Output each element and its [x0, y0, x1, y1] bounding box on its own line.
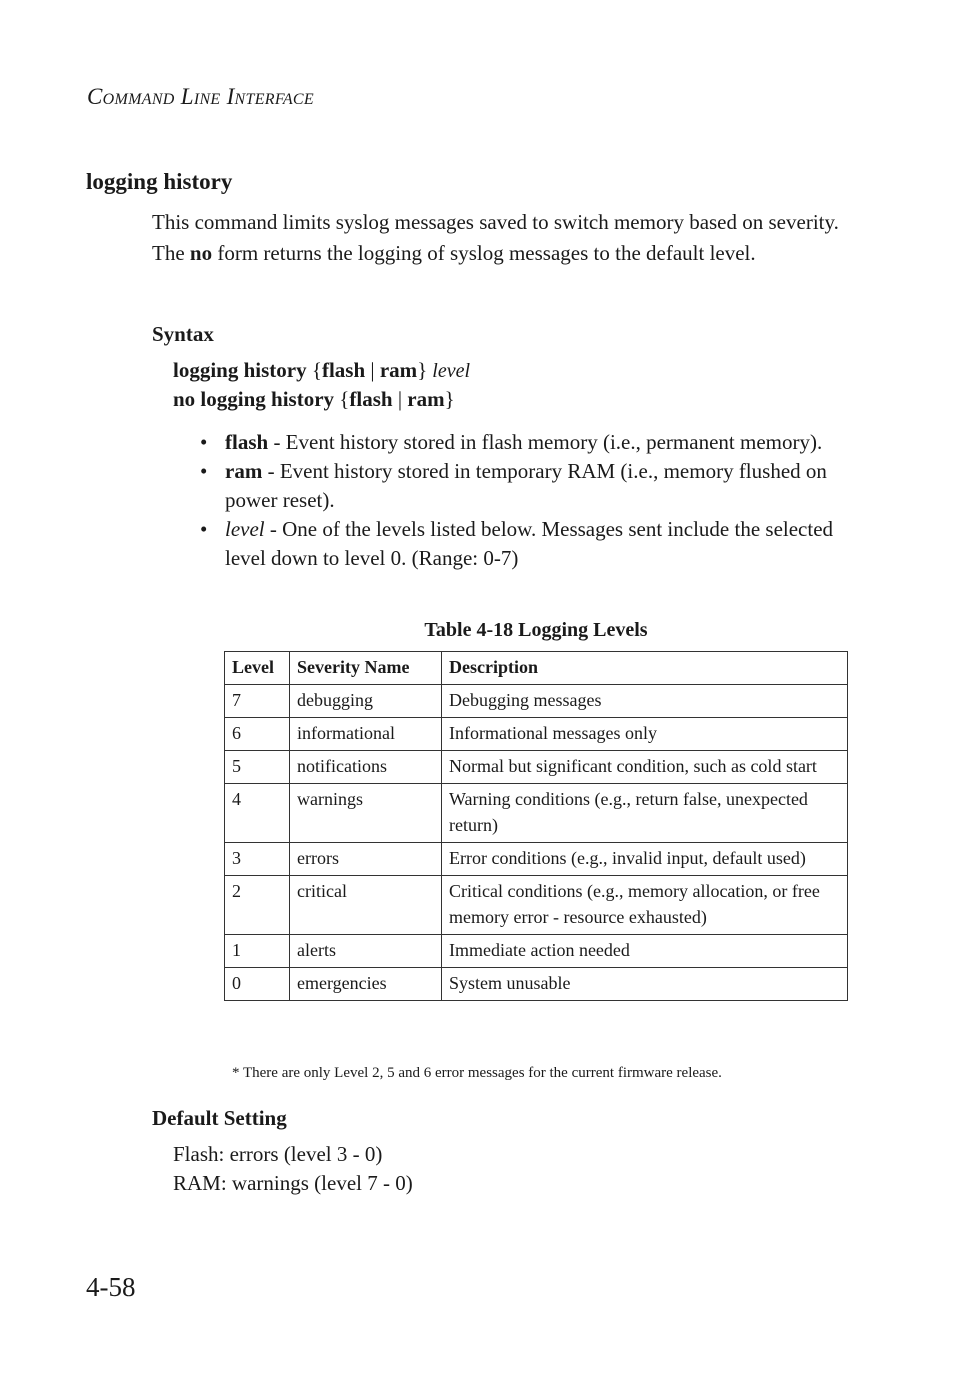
cell-level: 4	[225, 784, 290, 843]
syntax-heading: Syntax	[152, 322, 214, 346]
logging-levels-table	[224, 651, 848, 1001]
running-header-nterface: NTERFACE	[234, 91, 314, 108]
cell-level: 2	[225, 876, 290, 935]
cell-level: 5	[225, 751, 290, 784]
table-row	[225, 843, 848, 876]
cell-severity-name: alerts	[290, 935, 442, 968]
cell-description: Critical conditions (e.g., memory allocation, or free memory error - resource exhausted)	[442, 876, 848, 935]
cell-level: 7	[225, 685, 290, 718]
cell-severity-name: warnings	[290, 784, 442, 843]
syntax-option-ram: ram	[379, 358, 418, 382]
running-header-ine: INE	[193, 91, 221, 108]
bullet-icon: •	[200, 430, 208, 454]
bullet-icon: •	[200, 459, 208, 483]
cell-description: Debugging messages	[442, 685, 848, 718]
intro-keyword-no: no	[189, 241, 213, 265]
table-footnote: * There are only Level 2, 5 and 6 error messages for the current firmware release.	[232, 1065, 722, 1081]
running-header-i: I	[220, 84, 235, 109]
syntax-option-flash: flash	[349, 387, 393, 411]
param-term: ram	[225, 459, 263, 483]
bullet-icon: •	[200, 517, 208, 541]
running-header	[87, 84, 314, 110]
param-term: level	[225, 517, 265, 541]
cell-description: Informational messages only	[442, 718, 848, 751]
table-row	[225, 751, 848, 784]
command-title: logging history	[86, 169, 233, 194]
param-item-level	[196, 515, 836, 573]
cell-severity-name: debugging	[290, 685, 442, 718]
running-header-ommand: OMMAND	[102, 91, 175, 108]
syntax-command: logging history	[173, 358, 307, 382]
cell-severity-name: critical	[290, 876, 442, 935]
table-row	[225, 718, 848, 751]
cell-level: 0	[225, 968, 290, 1001]
syntax-brace-close: }	[417, 358, 428, 382]
param-description: - Event history stored in temporary RAM (i.e., memory flushed on power reset).	[225, 459, 827, 512]
cell-description: System unusable	[442, 968, 848, 1001]
syntax-option-flash: flash	[321, 358, 366, 382]
command-description	[152, 207, 852, 269]
cell-severity-name: informational	[290, 718, 442, 751]
cell-level: 6	[225, 718, 290, 751]
cell-severity-name: errors	[290, 843, 442, 876]
table-row	[225, 876, 848, 935]
parameter-list	[196, 428, 836, 573]
table-row	[225, 968, 848, 1001]
table-row	[225, 935, 848, 968]
param-description: - Event history stored in flash memory (i.e., permanent memory).	[268, 430, 823, 454]
column-header-description: Description	[442, 652, 848, 685]
table-row	[225, 685, 848, 718]
cell-level: 1	[225, 935, 290, 968]
syntax-brace-open: {	[306, 358, 322, 382]
param-description: - One of the levels listed below. Messages sent include the selected level down to level 0. (Range: 0-7)	[225, 517, 834, 570]
table-caption: Table 4-18 Logging Levels	[424, 619, 648, 641]
syntax-option-ram: ram	[407, 387, 445, 411]
default-setting-heading: Default Setting	[152, 1106, 287, 1130]
default-setting-ram: RAM: warnings (level 7 - 0)	[173, 1171, 413, 1195]
param-term: flash	[225, 430, 269, 454]
cell-description: Immediate action needed	[442, 935, 848, 968]
param-item-ram	[196, 457, 836, 515]
syntax-line-1	[173, 358, 470, 383]
syntax-brace-open: {	[334, 387, 350, 411]
running-header-c: C	[87, 84, 103, 109]
default-setting-flash: Flash: errors (level 3 - 0)	[173, 1142, 383, 1166]
intro-text-1: This command limits syslog messages saved to switch memory based on severity. The	[152, 210, 839, 265]
page-number: 4-58	[86, 1272, 136, 1302]
param-item-flash	[196, 428, 836, 457]
cell-level: 3	[225, 843, 290, 876]
syntax-argument-level: level	[427, 360, 471, 382]
cell-description: Normal but significant condition, such as cold start	[442, 751, 848, 784]
cell-description: Error conditions (e.g., invalid input, default used)	[442, 843, 848, 876]
syntax-brace-close: }	[444, 387, 455, 411]
column-header-level: Level	[225, 652, 290, 685]
syntax-line-2	[173, 387, 455, 412]
running-header-l: L	[174, 84, 194, 109]
column-header-severity-name: Severity Name	[290, 652, 442, 685]
cell-description: Warning conditions (e.g., return false, unexpected return)	[442, 784, 848, 843]
table-header-row	[225, 652, 848, 685]
intro-text-2: form returns the logging of syslog messages to the default level.	[212, 241, 756, 265]
syntax-separator: |	[392, 387, 408, 411]
cell-severity-name: notifications	[290, 751, 442, 784]
syntax-no-command: no logging history	[173, 387, 335, 411]
cell-severity-name: emergencies	[290, 968, 442, 1001]
table-row	[225, 784, 848, 843]
syntax-separator: |	[365, 358, 380, 382]
